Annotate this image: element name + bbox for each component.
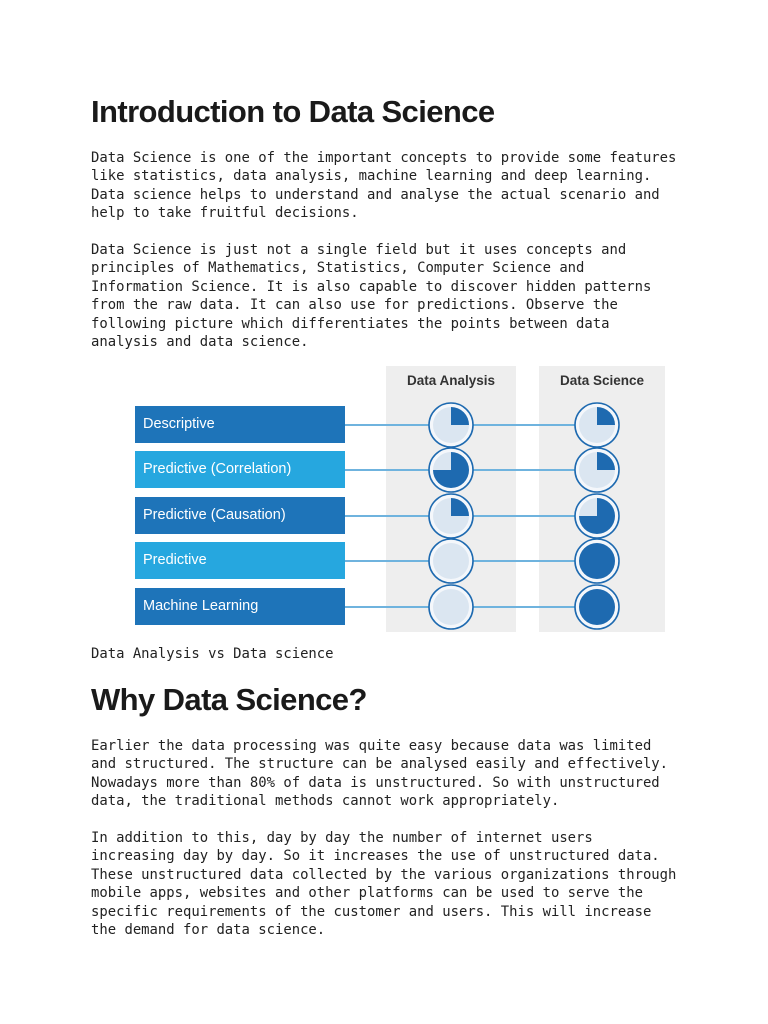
column-header-data-analysis: Data Analysis <box>406 373 496 388</box>
paragraph-why-2: In addition to this, day by day the number of internet users increasing day by day. So it increases the use of unstructured data. These unstructured data collected by the various organizations through mobile apps, websites and other platforms can be used to serve the specific requirements of the customer and users. This will increase the demand for data science. <box>91 830 677 939</box>
paragraph-intro-2: Data Science is just not a single field but it uses concepts and principles of Mathematics, Statistics, Computer Science and Information Science. It is also capable to discover hidden patterns from the raw data. It can also use for predictions. Observe the following picture which differentiates the points between data analysis and data science. <box>91 242 652 351</box>
data-science-harvey-ball-icon <box>573 401 621 449</box>
row-label: Machine Learning <box>135 588 345 625</box>
heading-introduction: Introduction to Data Science <box>91 94 495 129</box>
data-analysis-harvey-ball-icon <box>427 583 475 631</box>
data-science-harvey-ball-icon <box>573 537 621 585</box>
heading-why-data-science: Why Data Science? <box>91 682 367 717</box>
row-label: Predictive (Correlation) <box>135 451 345 488</box>
data-analysis-harvey-ball-icon <box>427 401 475 449</box>
data-science-harvey-ball-icon <box>573 583 621 631</box>
paragraph-why-1: Earlier the data processing was quite easy because data was limited and structured. The structure can be analysed easily and effectively. Nowadays more than 80% of data is unstructured. So with unstructured data, the traditional methods cannot work appropriately. <box>91 738 669 810</box>
row-label: Descriptive <box>135 406 345 443</box>
paragraph-intro-1: Data Science is one of the important concepts to provide some features like statistics, data analysis, machine learning and deep learning. Data science helps to understand and analyse the actual scenario and help to take fruitful decisions. <box>91 150 677 222</box>
comparison-figure <box>130 360 675 636</box>
data-analysis-harvey-ball-icon <box>427 446 475 494</box>
row-label: Predictive <box>135 542 345 579</box>
figure-caption: Data Analysis vs Data science <box>91 646 334 662</box>
column-header-data-science: Data Science <box>559 373 645 388</box>
data-science-harvey-ball-icon <box>573 492 621 540</box>
data-analysis-harvey-ball-icon <box>427 537 475 585</box>
data-science-harvey-ball-icon <box>573 446 621 494</box>
data-analysis-harvey-ball-icon <box>427 492 475 540</box>
row-label: Predictive (Causation) <box>135 497 345 534</box>
